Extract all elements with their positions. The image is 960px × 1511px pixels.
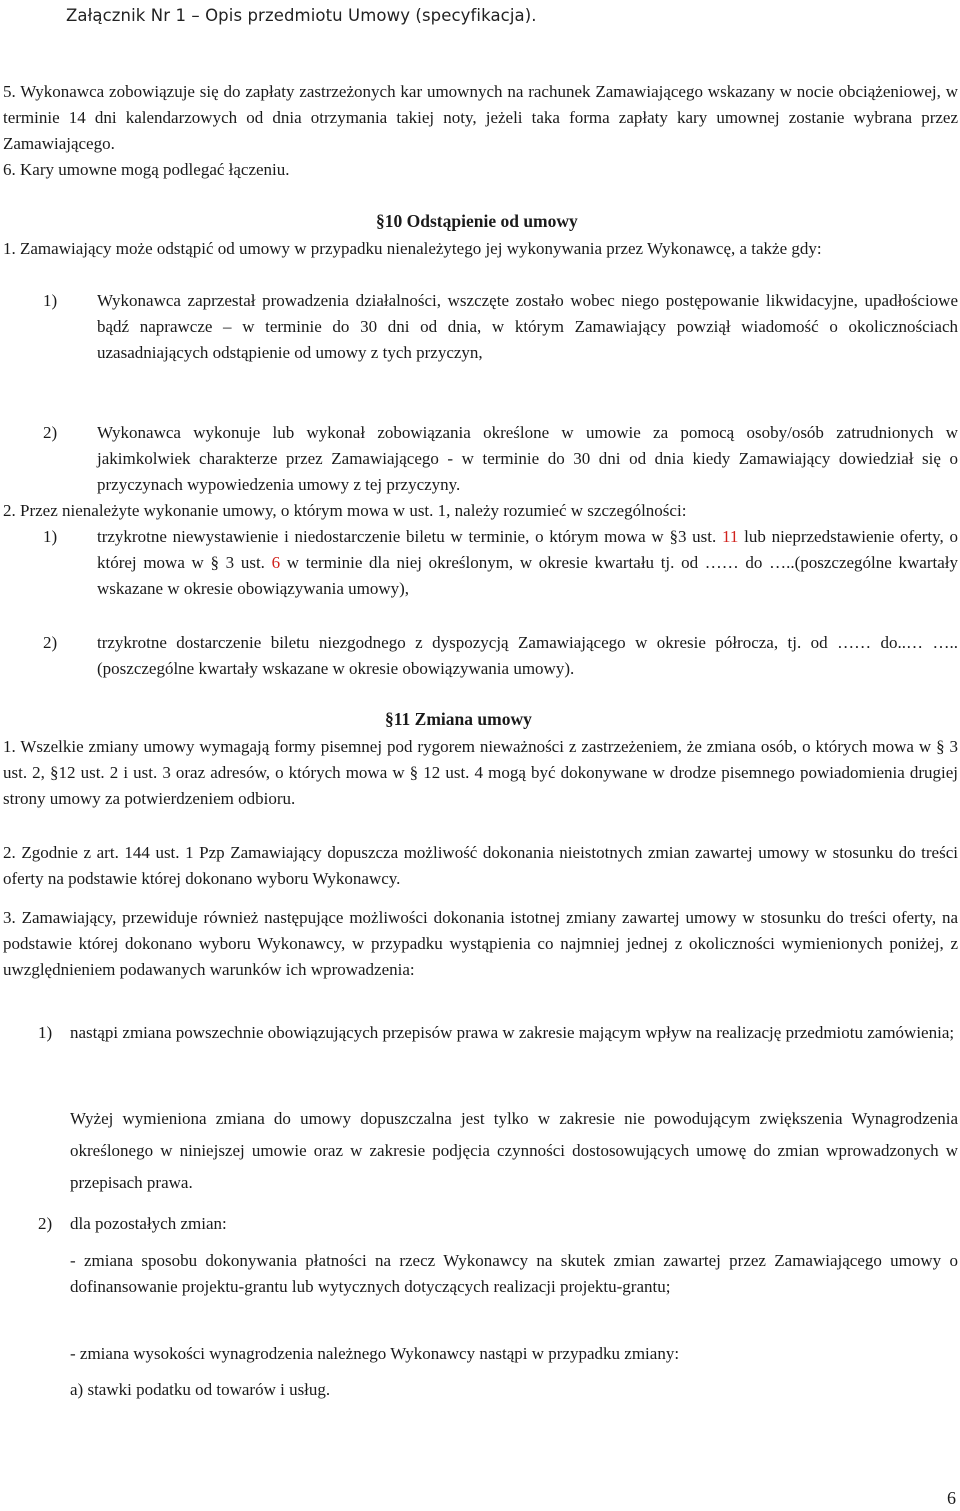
section-10-point-2: 2. Przez nienależyte wykonanie umowy, o którym mowa w ust. 1, należy rozumieć w szczególności: — [3, 501, 687, 520]
section-11-paragraph-2: 2. Zgodnie z art. 144 ust. 1 Pzp Zamawiający dopuszcza możliwość dokonania nieistotnych zmian zawartej umowy w stosunku do treści oferty na podstawie której dokonano wyboru Wykonawcy. — [3, 843, 958, 888]
list-item-text — [97, 524, 958, 602]
section-11-item-1-note: Wyżej wymieniona zmiana do umowy dopuszczalna jest tylko w zakresie nie powodującym zwiększenia Wynagrodzenia określonego w niniejszej umowie oraz w zakresie podjęcia czynności dostosowujących umowę do zmian wprowadzonych w przepisach prawa. — [70, 1109, 958, 1192]
section-11-item-2 — [38, 1211, 958, 1237]
list-item-text: Wykonawca zaprzestał prowadzenia działalności, wszczęte zostało wobec niego postępowanie likwidacyjne, upadłościowe bądź naprawcze – w terminie do 30 dni od dnia, w którym Zamawiający powziął wiadomość o okolicznościach uzasadniających odstąpienie od umowy z tych przyczyn, — [97, 291, 958, 362]
list-number: 2) — [43, 423, 58, 442]
paragraph-6: 6. Kary umowne mogą podlegać łączeniu. — [3, 160, 290, 179]
section-11-heading: §11 Zmiana umowy — [385, 709, 532, 729]
section-10-point-1-item-1 — [43, 288, 958, 366]
highlighted-number: 11 — [722, 527, 739, 546]
section-11-item-1 — [38, 1019, 958, 1046]
list-number: 1) — [43, 291, 58, 310]
section-10-point-1: 1. Zamawiający może odstąpić od umowy w przypadku nienależytego jej wykonywania przez Wykonawcę, a także gdy: — [3, 239, 822, 258]
list-item-text: nastąpi zmiana powszechnie obowiązujących przepisów prawa w zakresie mającym wpływ na realizację przedmiotu zamówienia; — [70, 1023, 955, 1042]
section-11-paragraph-1: 1. Wszelkie zmiany umowy wymagają formy pisemnej pod rygorem nieważności z zastrzeżeniem, że zmiana osób, o których mowa w § 3 ust. 2, §12 ust. 2 i ust. 3 oraz adresów, o których mowa w § 12 ust. 4 mogą być dokonywane w drodze pisemnego powiadomienia drugiej strony umowy za potwierdzeniem odbioru. — [3, 737, 958, 808]
paragraph-5: 5. Wykonawca zobowiązuje się do zapłaty zastrzeżonych kar umownych na rachunek Zamawiającego wskazany w nocie obciążeniowej, w terminie 14 dni kalendarzowych od dnia otrzymania takiej noty, jeżeli taka forma zapłaty kary umownej zostanie wybrana przez Zamawiającego. — [3, 82, 958, 153]
list-item-text: trzykrotne dostarczenie biletu niezgodnego z dyspozycją Zamawiającego w okresie półrocza, tj. od …… do..… …..(poszczególne kwartały wskazane w okresie obowiązywania umowy). — [97, 633, 958, 678]
section-10-heading: §10 Odstąpienie od umowy — [376, 211, 578, 231]
text-segment: lub nieprzedstawienie oferty, o której mowa w § 3 ust. — [97, 527, 958, 572]
page-header: Załącznik Nr 1 – Opis przedmiotu Umowy (specyfikacja). — [66, 6, 537, 25]
text-segment: w terminie dla niej określonym, w okresie kwartału tj. od …… do …..(poszczególne kwartały wskazane w okresie obowiązywania umowy), — [97, 553, 958, 598]
section-11-item-2-point-a: - zmiana sposobu dokonywania płatności na rzecz Wykonawcy na skutek zmian zawartej przez Zamawiającego umowy o dofinansowanie projektu-grantu lub wytycznych dotyczących realizacji projektu-grantu; — [70, 1251, 958, 1296]
list-number: 2) — [38, 1214, 53, 1233]
section-11-item-2-point-b: - zmiana wysokości wynagrodzenia należnego Wykonawcy nastąpi w przypadku zmiany: — [70, 1344, 680, 1363]
section-10-point-2-item-1 — [43, 524, 958, 602]
list-item-text: dla pozostałych zmian: — [70, 1214, 227, 1233]
section-11-item-2-point-c: a) stawki podatku od towarów i usług. — [70, 1380, 331, 1399]
list-number: 1) — [43, 527, 58, 546]
section-10-point-2-item-2 — [43, 630, 958, 682]
text-segment: trzykrotne niewystawienie i niedostarczenie biletu w terminie, o którym mowa w §3 ust. — [97, 527, 722, 546]
highlighted-number: 6 — [271, 553, 281, 572]
list-number: 2) — [43, 633, 58, 652]
section-11-paragraph-3: 3. Zamawiający, przewiduje również następujące możliwości dokonania istotnej zmiany zawartej umowy w stosunku do treści oferty, na podstawie której dokonano wyboru Wykonawcy, w przypadku wystąpienia co najmniej jednej z okoliczności wymienionych poniżej, z uwzględnieniem podawanych warunków ich wprowadzenia: — [3, 908, 958, 979]
list-item-text: Wykonawca wykonuje lub wykonał zobowiązania określone w umowie za pomocą osoby/osób zatrudnionych w jakimkolwiek charakterze przez Zamawiającego - w terminie do 30 dni od dnia kiedy Zamawiający dowiedział się o przyczynach wypowiedzenia umowy z tej przyczyny. — [97, 423, 958, 494]
list-number: 1) — [38, 1023, 53, 1042]
section-10-point-1-item-2 — [43, 420, 958, 498]
page-number: 6 — [947, 1488, 956, 1508]
